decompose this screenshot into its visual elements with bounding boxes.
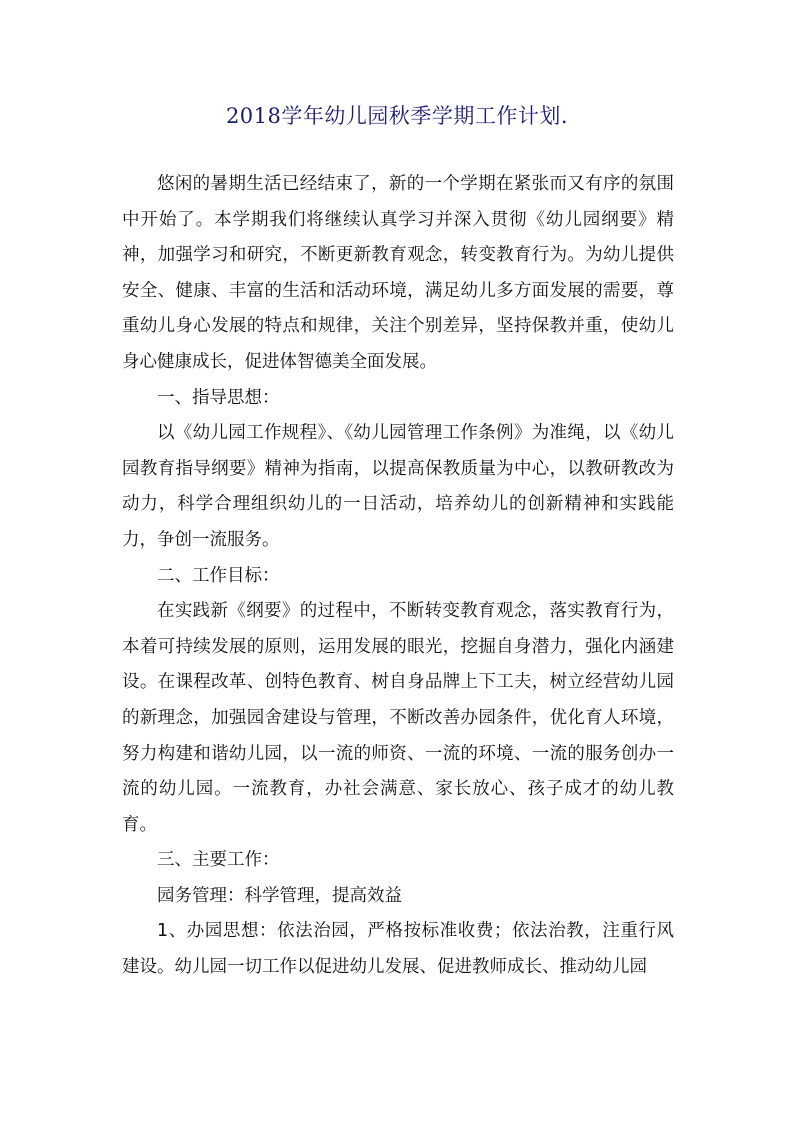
- section-heading-main-work: 三、主要工作：: [157, 850, 280, 871]
- document-title: 2018学年幼儿园秋季学期工作计划.: [225, 104, 569, 128]
- section-heading-guiding-ideology: 一、指导思想：: [157, 387, 280, 408]
- subheading-management: 园务管理：科学管理，提高效益: [157, 885, 402, 906]
- work-goals-paragraph: 在实践新《纲要》的过程中，不断转变教育观念，落实教育行为，本着可持续发展的原则，运用发展的眼光，挖掘自身潜力，强化内涵建设。在课程改革、创特色教育、树自身品牌上下工夫，树立经营幼儿园的新理念，加强园舍建设与管理，不断改善办园条件，优化育人环境，努力构建和谐幼儿园，以一流的师资、一流的环境、一流的服务创办一流的幼儿园。一流教育，办社会满意、家长放心、孩子成才的幼儿教育。: [122, 601, 674, 835]
- guiding-ideology-paragraph: 以《幼儿园工作规程》、《幼儿园管理工作条例》为准绳，以《幼儿园教育指导纲要》精神为指南，以提高保教质量为中心，以教研教改为动力，科学合理组织幼儿的一日活动，培养幼儿的创新精神和实践能力，争创一流服务。: [122, 423, 674, 550]
- section-heading-work-goals: 二、工作目标：: [157, 565, 280, 586]
- intro-paragraph: 悠闲的暑期生活已经结束了，新的一个学期在紧张而又有序的氛围中开始了。本学期我们将继续认真学习并深入贯彻《幼儿园纲要》精神，加强学习和研究，不断更新教育观念，转变教育行为。为幼儿提供安全、健康、丰富的生活和活动环境，满足幼儿多方面发展的需要，尊重幼儿身心发展的特点和规律，关注个别差异，坚持保教并重，使幼儿身心健康成长，促进体智德美全面发展。: [122, 174, 674, 372]
- management-item-1: 1、办园思想：依法治园，严格按标准收费；依法治教，注重行风建设。幼儿园一切工作以促进幼儿发展、促进教师成长、推动幼儿园: [122, 921, 674, 978]
- document-body: [122, 167, 674, 986]
